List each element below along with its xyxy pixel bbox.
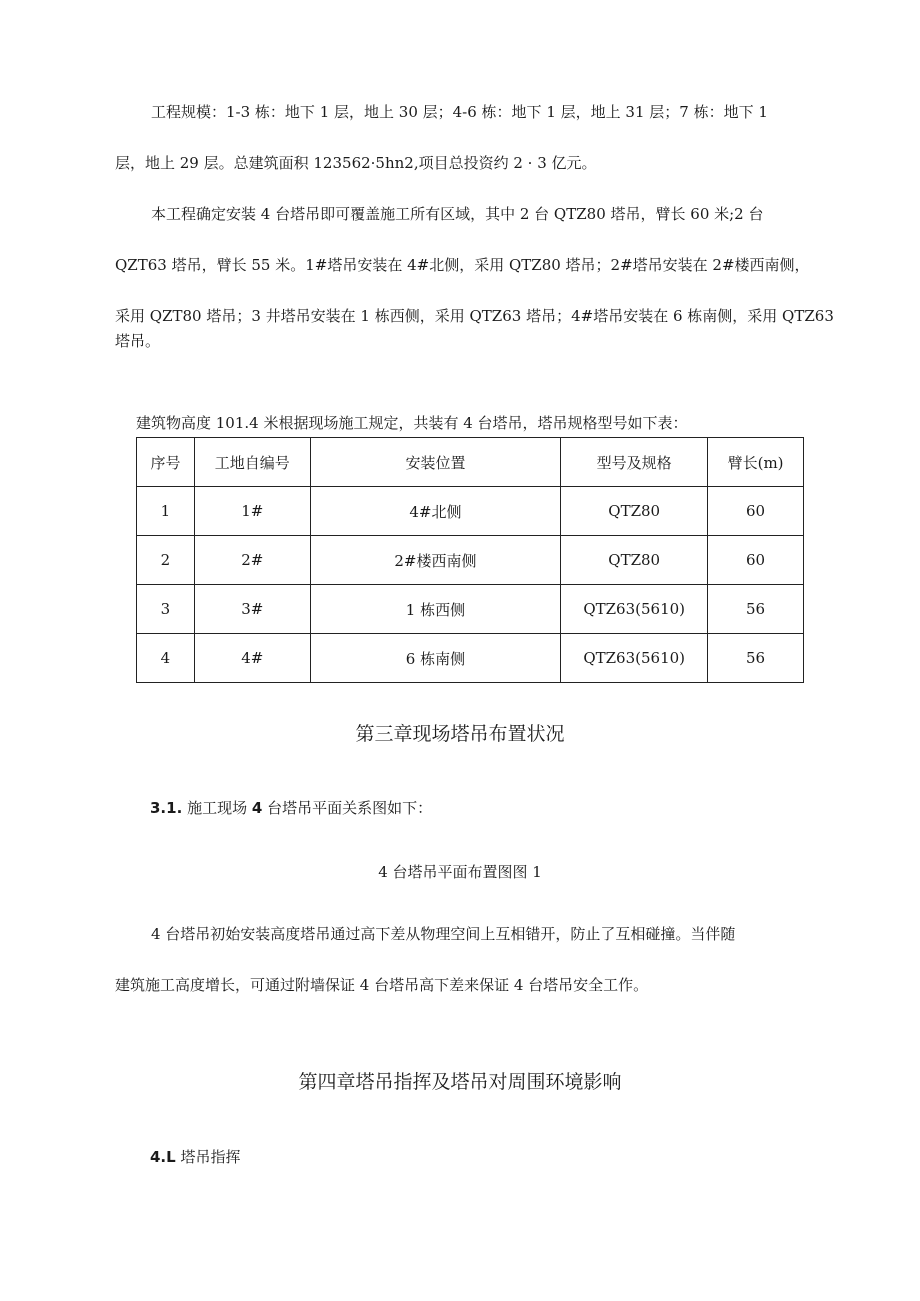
cell-index: 2 <box>137 536 195 585</box>
table-row <box>137 487 804 536</box>
crane-spec-table <box>136 437 804 683</box>
header-location: 安装位置 <box>310 438 561 487</box>
install-paragraph-line-3: 采用 QZT80 塔吊；3 井塔吊安装在 1 栋西侧，采用 QTZ63 塔吊；4#塔吊安装在 6 栋南侧，采用 QTZ63 <box>115 307 834 325</box>
scale-paragraph-line-2: 层，地上 29 层。总建筑面积 123562·5hn2,项目总投资约 2 · 3 亿元。 <box>115 154 597 172</box>
chapter-3-body-line-1: 4 台塔吊初始安装高度塔吊通过高下差从物理空间上互相错开，防止了互相碰撞。当伴随 <box>151 925 736 943</box>
section-4-1-number: 4.L <box>150 1148 176 1166</box>
table-row <box>137 536 804 585</box>
cell-model: QTZ80 <box>561 536 708 585</box>
chapter-3-body-line-2: 建筑施工高度增长，可通过附墙保证 4 台塔吊高下差来保证 4 台塔吊安全工作。 <box>115 976 649 994</box>
cell-model: QTZ63(5610) <box>561 585 708 634</box>
install-paragraph-line-2: QZT63 塔吊，臂长 55 米。1#塔吊安装在 4#北侧，采用 QTZ80 塔吊；2#塔吊安装在 2#楼西南侧， <box>115 256 810 274</box>
cell-boom-length: 60 <box>708 487 804 536</box>
install-paragraph-line-1: 本工程确定安装 4 台塔吊即可覆盖施工所有区域，其中 2 台 QTZ80 塔吊，臂长 60 米;2 台 <box>151 205 764 223</box>
section-3-1-count: 4 <box>251 799 263 817</box>
header-boom-length: 臂长(m) <box>708 438 804 487</box>
cell-index: 3 <box>137 585 195 634</box>
height-intro-line: 建筑物高度 101.4 米根据现场施工规定，共装有 4 台塔吊，塔吊规格型号如下表： <box>136 414 688 432</box>
cell-model: QTZ80 <box>561 487 708 536</box>
cell-boom-length: 60 <box>708 536 804 585</box>
figure-1-caption: 4 台塔吊平面布置图图 1 <box>378 863 542 881</box>
table-header-row <box>137 438 804 487</box>
section-3-1-number: 3.1. <box>150 799 183 817</box>
cell-boom-length: 56 <box>708 585 804 634</box>
cell-site-number: 1# <box>194 487 310 536</box>
section-3-1-text-end: 台塔吊平面关系图如下： <box>267 799 433 817</box>
install-paragraph-line-4: 塔吊。 <box>115 332 161 350</box>
cell-location: 2#楼西南侧 <box>310 536 561 585</box>
chapter-3-title: 第三章现场塔吊布置状况 <box>355 723 565 745</box>
chapter-4-title: 第四章塔吊指挥及塔吊对周围环境影响 <box>298 1071 622 1093</box>
cell-model: QTZ63(5610) <box>561 634 708 683</box>
table-row <box>137 585 804 634</box>
table-row <box>137 634 804 683</box>
header-site-number: 工地自编号 <box>194 438 310 487</box>
cell-site-number: 3# <box>194 585 310 634</box>
scale-paragraph-line-1: 工程规模：1-3 栋：地下 1 层，地上 30 层；4-6 栋：地下 1 层，地上 31 层；7 栋：地下 1 <box>151 103 768 121</box>
header-index: 序号 <box>137 438 195 487</box>
header-model: 型号及规格 <box>561 438 708 487</box>
cell-location: 4#北侧 <box>310 487 561 536</box>
cell-site-number: 2# <box>194 536 310 585</box>
section-4-1-text: 塔吊指挥 <box>180 1148 241 1166</box>
section-3-1-text: 施工现场 <box>187 799 248 817</box>
section-3-1-heading <box>150 798 432 818</box>
cell-index: 4 <box>137 634 195 683</box>
cell-location: 1 栋西侧 <box>310 585 561 634</box>
cell-index: 1 <box>137 487 195 536</box>
cell-location: 6 栋南侧 <box>310 634 561 683</box>
section-4-1-heading <box>150 1147 241 1167</box>
cell-site-number: 4# <box>194 634 310 683</box>
cell-boom-length: 56 <box>708 634 804 683</box>
